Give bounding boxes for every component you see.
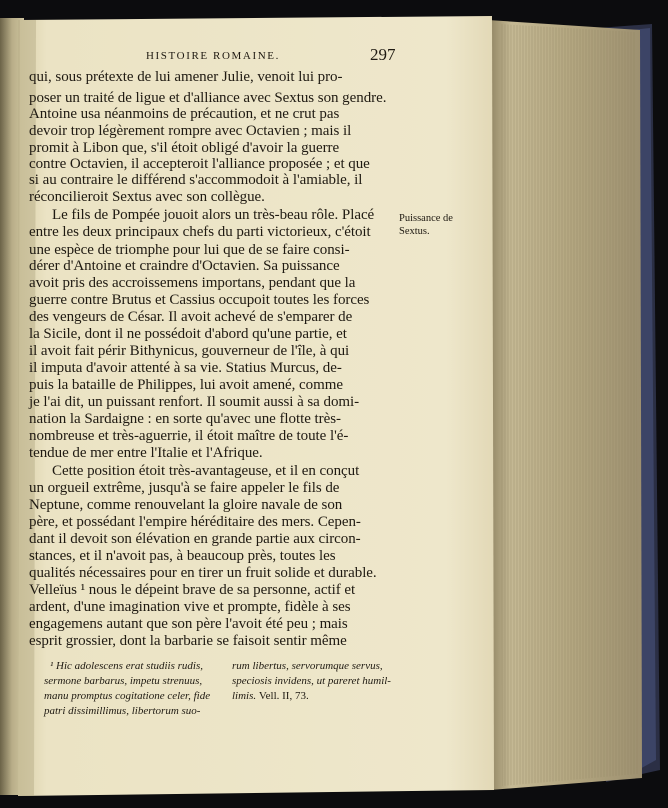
body-line: nation la Sardaigne : en sorte qu'avec une flotte très- [29,411,341,427]
body-line: dérer d'Antoine et craindre d'Octavien. Sa puissance [29,258,340,274]
body-line: promit à Libon que, s'il étoit obligé d'avoir la guerre [29,140,340,156]
footnote-line: ¹ Hic adolescens erat studiis rudis, [50,660,204,672]
body-line: des vengeurs de César. Il avoit achevé de s'emparer de [29,309,353,325]
marginal-note [399,212,453,238]
footnote-line: sermone barbarus, impetu strenuus, [44,675,203,687]
body-line: ardent, d'une imagination vive et prompte, fidèle à ses [29,599,351,615]
body-line: Le fils de Pompée jouoit alors un très-beau rôle. Placé [52,207,375,223]
body-line: esprit grossier, dont la barbarie se faisoit sentir même [29,633,347,649]
body-line: tendue de mer entre l'Italie et l'Afrique. [29,445,263,461]
body-line: entre les deux principaux chefs du parti victorieux, c'étoit [29,224,371,240]
footnote-reference: Vell. II, 73. [258,690,309,702]
body-line: Cette position étoit très-avantageuse, et il en conçut [52,463,360,479]
marginal-note-line: Sextus. [399,226,430,237]
body-line: avoit pris des accroissemens importans, pendant que la [29,275,356,291]
body-line: guerre contre Brutus et Cassius occupoit toutes les forces [29,292,370,308]
footnote-line [232,690,309,702]
body-line: Neptune, comme renouvelant la gloire navale de son [29,497,343,513]
running-title: HISTOIRE ROMAINE. [146,50,280,62]
body-line: nombreuse et très-aguerrie, il étoit maître de toute l'é- [29,428,349,444]
body-line: il avoit fait périr Bithynicus, gouverneur de l'île, à qui [29,343,350,359]
body-line: un orgueil extrême, jusqu'à se faire appeler le fils de [29,480,340,496]
body-line: devoir trop légèrement rompre avec Octavien ; mais il [29,123,352,139]
body-line: dant il devoit son élévation en grande partie aux circon- [29,531,361,547]
body-line: stances, et il n'avoit pas, à beaucoup près, toutes les [29,548,336,564]
marginal-note-line: Puissance de [399,213,453,224]
page-number: 297 [370,45,396,64]
body-line: si au contraire le différend s'accommodoit à l'amiable, il [29,172,363,188]
body-line: une espèce de triomphe pour lui que de se faire consi- [29,242,350,258]
footnote-line: speciosis invidens, ut pareret humil- [232,675,391,687]
body-line: puis la bataille de Philippes, lui avoit amené, comme [29,377,343,393]
body-line: Velleïus ¹ nous le dépeint brave de sa personne, actif et [29,582,356,598]
footnote-text: limis. [232,690,257,702]
footnote-line: patri dissimillimus, libertorum suo- [44,705,201,717]
body-line: père, et possédant l'empire héréditaire des mers. Cepen- [29,514,361,530]
body-line: je l'ai dit, un puissant renfort. Il soumit aussi à sa domi- [29,394,360,410]
footnote-line: rum libertus, servorumque servus, [232,660,383,672]
body-line: Antoine usa néanmoins de précaution, et ne crut pas [29,106,340,122]
body-line: poser un traité de ligue et d'alliance avec Sextus son gendre. [29,90,387,106]
body-line: il imputa d'avoir attenté à sa vie. Statius Murcus, de- [29,360,342,376]
body-line: la Sicile, dont il ne possédoit d'abord qu'une partie, et [29,326,347,342]
body-line: engagemens autant que son père l'avoit été peu ; mais [29,616,348,632]
body-line: qualités nécessaires pour en tirer un fruit solide et durable. [29,565,377,581]
body-line: réconcilieroit Sextus avec son collègue. [29,189,265,205]
body-line: contre Octavien, il accepteroit l'alliance proposée ; et que [29,156,370,172]
footnote-line: manu promptus cogitatione celer, fide [44,690,211,702]
body-line: qui, sous prétexte de lui amener Julie, venoit lui pro- [29,69,343,85]
